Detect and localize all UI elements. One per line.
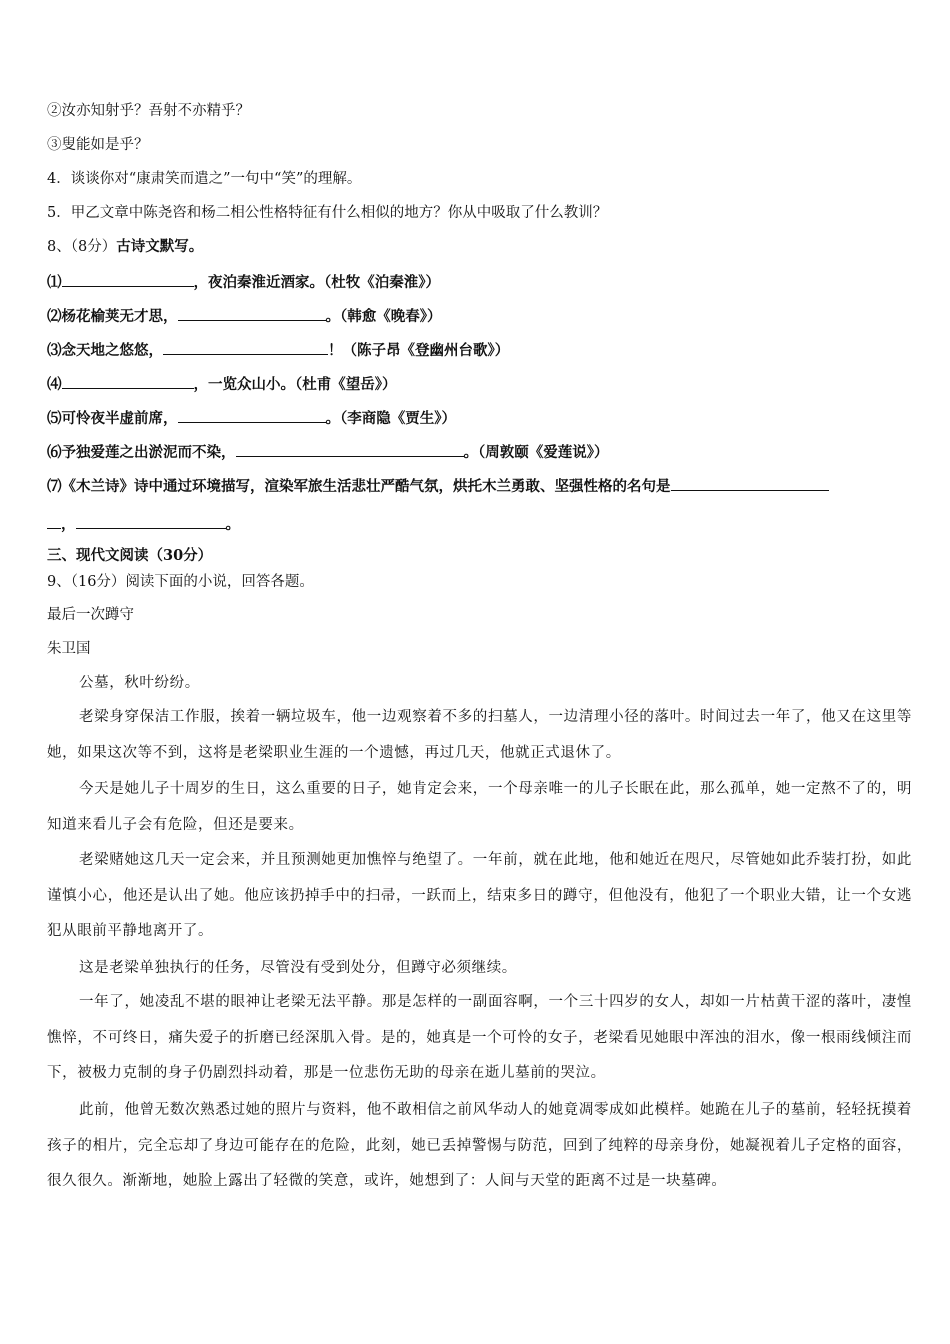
dictation-7-blank-b[interactable] — [76, 513, 226, 529]
dictation-3-tail: ！（陈子昂《登幽州台歌》） — [328, 342, 510, 359]
story-title: 最后一次蹲守 — [47, 607, 134, 623]
dictation-5-tail: 。（李商隐《贾生》） — [325, 410, 456, 427]
dictation-line-7-continued — [47, 513, 240, 535]
dictation-4-number: ⑷ — [47, 376, 62, 393]
dictation-1-number: ⑴ — [47, 274, 62, 291]
dictation-line-6 — [47, 441, 609, 463]
classical-question-item-3: ③叟能如是乎？ — [47, 137, 149, 153]
dictation-7-tail: 。 — [225, 516, 240, 533]
question-4: 4．谈谈你对“康肃笑而遣之”一句中“笑”的理解。 — [47, 171, 362, 187]
question-5: 5．甲乙文章中陈尧咨和杨二相公性格特征有什么相似的地方？你从中吸取了什么教训？ — [47, 205, 608, 221]
dictation-2-text: ⑵杨花榆荚无才思， — [47, 308, 178, 325]
dictation-2-blank[interactable] — [178, 305, 326, 321]
story-paragraph-6: 一年了，她凌乱不堪的眼神让老梁无法平静。那是怎样的一副面容啊，一个三十四岁的女人，却如一片枯黄干涩的落叶，凄惶憔悴，不可终日，痛失爱子的折磨已经深肌入骨。是的，她真是一个可怜的女子，老梁看见她眼中浑浊的泪水，像一根雨线倾注而下，被极力克制的身子仍剧烈抖动着，那是一位悲伤无助的母亲在逝儿墓前的哭泣。 — [47, 994, 912, 1081]
dictation-5-text: ⑸可怜夜半虚前席， — [47, 410, 178, 427]
dictation-6-blank[interactable] — [236, 441, 464, 457]
dictation-2-tail: 。（韩愈《晚春》） — [325, 308, 442, 325]
dictation-4-text: ，一览众山小。（杜甫《望岳》） — [193, 376, 397, 393]
dictation-4-blank[interactable] — [62, 373, 194, 389]
dictation-7-comma: ， — [61, 516, 76, 533]
question-8-title: 古诗文默写。 — [116, 238, 204, 255]
dictation-6-tail: 。（周敦颐《爱莲说》） — [463, 444, 609, 461]
question-8-number: 8、（8分） — [47, 239, 117, 255]
classical-question-item-2: ②汝亦知射乎？吾射不亦精乎？ — [47, 103, 250, 119]
dictation-line-1 — [47, 271, 440, 293]
dictation-7-blank-a-cont[interactable] — [47, 513, 61, 529]
dictation-3-text: ⑶念天地之悠悠， — [47, 342, 163, 359]
dictation-line-5 — [47, 407, 456, 429]
story-paragraph-2: 老梁身穿保洁工作服，挨着一辆垃圾车，他一边观察着不多的扫墓人，一边清理小径的落叶。时间过去一年了，他又在这里等她，如果这次等不到，这将是老梁职业生涯的一个遗憾，再过几天，他就正式退休了。 — [47, 709, 912, 761]
dictation-7-blank-a[interactable] — [671, 475, 829, 491]
dictation-6-text: ⑹予独爱莲之出淤泥而不染， — [47, 444, 236, 461]
question-9 — [47, 572, 314, 592]
question-8-heading — [47, 237, 203, 257]
dictation-1-text: ，夜泊秦淮近酒家。（杜牧《泊秦淮》） — [193, 274, 440, 291]
story-paragraph-3: 今天是她儿子十周岁的生日，这么重要的日子，她肯定会来，一个母亲唯一的儿子长眠在此，那么孤单，她一定熬不了的，明知道来看儿子会有危险，但还是要来。 — [47, 781, 912, 833]
story-author: 朱卫国 — [47, 641, 91, 657]
dictation-1-blank[interactable] — [62, 271, 194, 287]
dictation-line-2 — [47, 305, 442, 327]
dictation-5-blank[interactable] — [178, 407, 326, 423]
dictation-3-blank[interactable] — [163, 339, 328, 355]
dictation-line-7 — [47, 475, 829, 497]
question-9-text: 阅读下面的小说，回答各题。 — [125, 574, 314, 590]
story-paragraph-4: 老梁赌她这几天一定会来，并且预测她更加憔悴与绝望了。一年前，就在此地，他和她近在咫尺，尽管她如此乔装打扮，如此谨慎小心，他还是认出了她。他应该扔掉手中的扫帚，一跃而上，结束多日的蹲守，但他没有，他犯了一个职业大错，让一个女逃犯从眼前平静地离开了。 — [47, 852, 912, 939]
dictation-line-4 — [47, 373, 397, 395]
dictation-line-3 — [47, 339, 509, 361]
story-paragraph-5: 这是老梁单独执行的任务，尽管没有受到处分，但蹲守必须继续。 — [79, 960, 517, 976]
dictation-7-text: ⑺《木兰诗》诗中通过环境描写，渲染军旅生活悲壮严酷气氛，烘托木兰勇敢、坚强性格的名句是 — [47, 478, 671, 495]
story-paragraph-1: 公墓，秋叶纷纷。 — [79, 675, 200, 691]
section-3-title: 三、现代文阅读（30分） — [47, 547, 213, 564]
story-paragraph-7: 此前，他曾无数次熟悉过她的照片与资料，他不敢相信之前风华动人的她竟凋零成如此模样。她跪在儿子的墓前，轻轻抚摸着孩子的相片，完全忘却了身边可能存在的危险，此刻，她已丢掉警惕与防范，回到了纯粹的母亲身份，她凝视着儿子定格的面容，很久很久。渐渐地，她脸上露出了轻微的笑意，或许，她想到了：人间与天堂的距离不过是一块墓碑。 — [47, 1102, 912, 1189]
question-9-number: 9、（16分） — [47, 574, 126, 590]
